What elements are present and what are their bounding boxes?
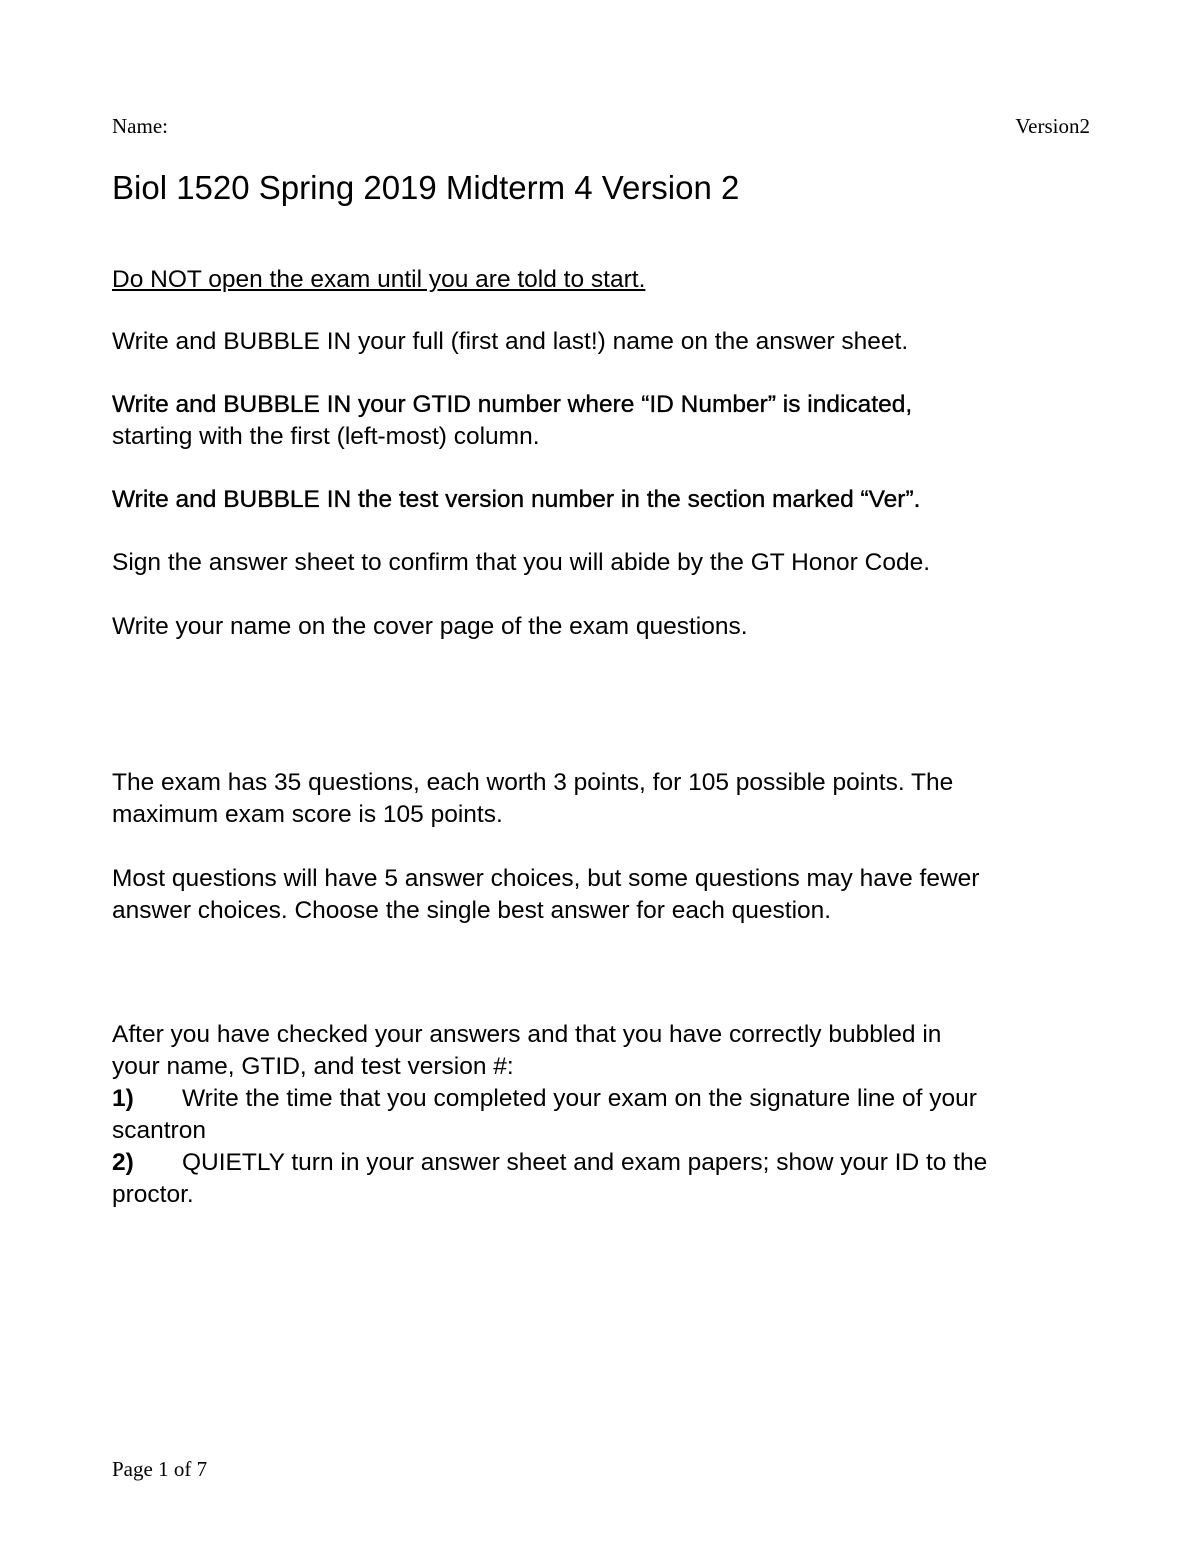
- step-text: Write the time that you completed your exam on the signature line of your: [182, 1085, 977, 1112]
- answer-choices-info: Most questions will have 5 answer choices, but some questions may have fewer answer choices. Choose the single best answer for each question.: [112, 865, 980, 924]
- completion-step-2: [112, 1147, 1102, 1211]
- completion-step-1: [112, 1083, 1102, 1147]
- step-text: QUIETLY turn in your answer sheet and exam papers; show your ID to the: [182, 1149, 988, 1176]
- write-name-instruction: Write and BUBBLE IN your full (first and last!) name on the answer sheet.: [112, 328, 909, 355]
- page-number: Page 1 of 7: [112, 1457, 208, 1481]
- step-number: 2): [112, 1149, 134, 1176]
- sign-instruction: Sign the answer sheet to confirm that you will abide by the GT Honor Code.: [112, 549, 931, 576]
- version-label: Version2: [1015, 114, 1090, 138]
- completion-instructions: After you have checked your answers and that you have correctly bubbled in your name, GTID, and test version #: 1) Write the time that you completed your exam on the signature line of your scantron 2) QUIETLY turn in your answer sheet and exam papers; show your ID to the proctor.: [112, 1019, 1102, 1211]
- step-number: 1): [112, 1085, 134, 1112]
- page-header: [112, 113, 1090, 139]
- write-version-instruction: Write and BUBBLE IN the test version number in the section marked “Ver”.: [112, 486, 921, 513]
- name-label: Name:: [112, 114, 168, 138]
- step-text-continued: proctor.: [112, 1181, 194, 1208]
- step-text-continued: scantron: [112, 1117, 206, 1144]
- write-gtid-instruction: Write and BUBBLE IN your GTID number where “ID Number” is indicated, starting with the first (left-most) column.: [112, 391, 913, 450]
- exam-title: Biol 1520 Spring 2019 Midterm 4 Version 2: [112, 169, 740, 206]
- cover-name-instruction: Write your name on the cover page of the exam questions.: [112, 613, 748, 640]
- do-not-open-instruction: Do NOT open the exam until you are told to start.: [112, 266, 646, 293]
- exam-points-info: The exam has 35 questions, each worth 3 points, for 105 possible points. The maximum exam score is 105 points.: [112, 769, 954, 828]
